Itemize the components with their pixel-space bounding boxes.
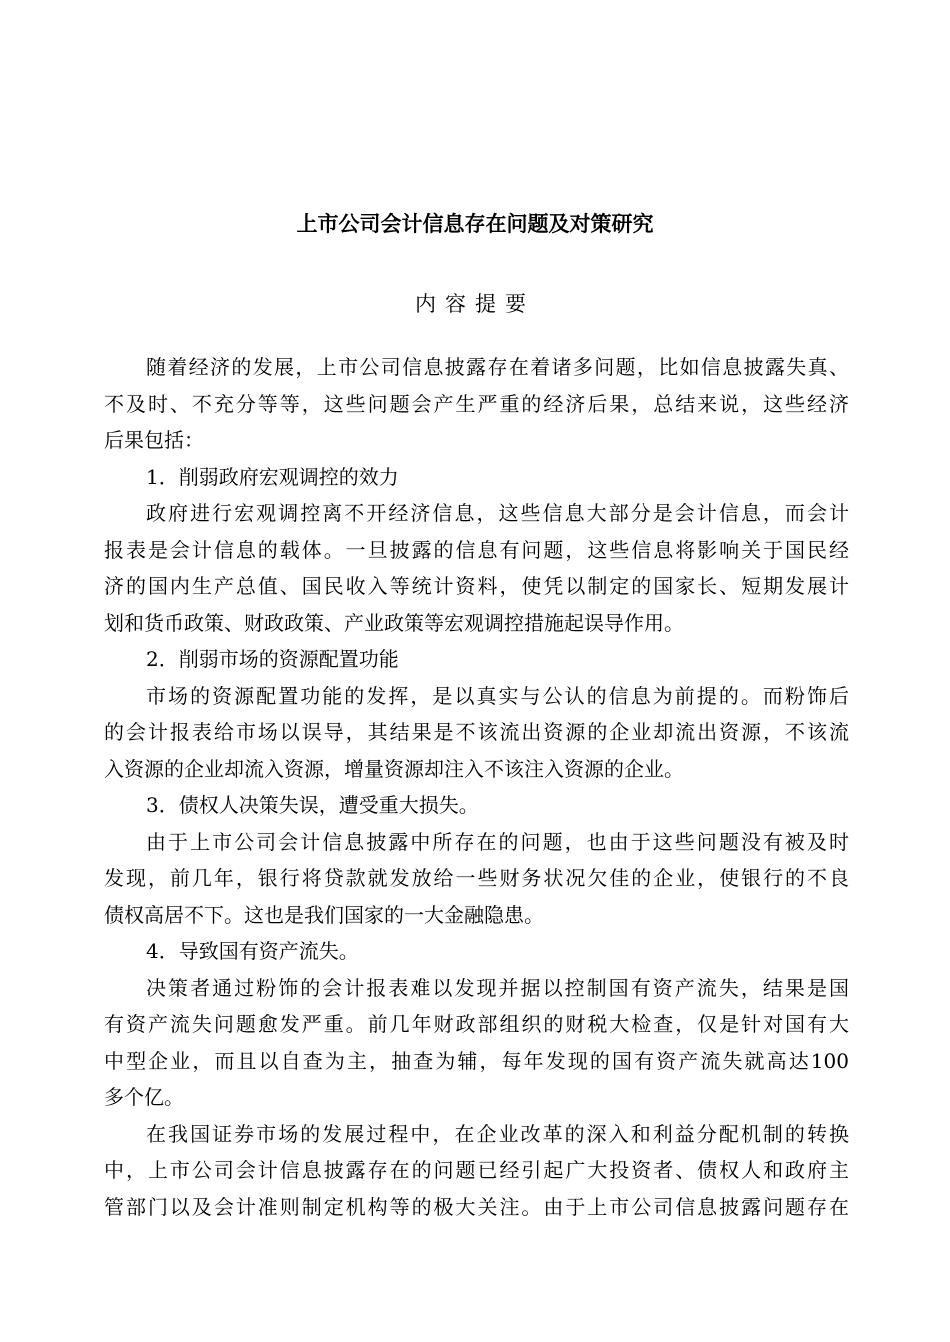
section-heading: 4．导致国有资产流失。	[146, 939, 359, 963]
text-line: 在我国证券市场的发展过程中，在企业改革的深入和利益分配机制的转换	[146, 1121, 849, 1146]
text-line: 划和货币政策、财政政策、产业政策等宏观调控措施起误导作用。	[104, 610, 684, 635]
text-line: 报表是会计信息的载体。一旦披露的信息有问题，这些信息将影响关于国民经	[104, 537, 849, 562]
abstract-heading: 内容提要	[415, 292, 535, 316]
text-line: 决策者通过粉饰的会计报表难以发现并据以控制国有资产流失，结果是国	[146, 975, 849, 1000]
text-line: 债权高居不下。这也是我们国家的一大金融隐患。	[104, 902, 544, 927]
text-line: 市场的资源配置功能的发挥，是以真实与公认的信息为前提的。而粉饰后	[146, 683, 849, 708]
text-line: 的会计报表给市场以误导，其结果是不该流出资源的企业却流出资源，不该流	[104, 720, 849, 744]
text-line: 有资产流失问题愈发严重。前几年财政部组织的财税大检查，仅是针对国有大	[104, 1012, 849, 1036]
text-line: 中，上市公司会计信息披露存在的问题已经引起广大投资者、债权人和政府主	[104, 1158, 849, 1182]
text-line: 政府进行宏观调控离不开经济信息，这些信息大部分是会计信息，而会计	[146, 501, 849, 525]
section-heading: 2．削弱市场的资源配置功能	[146, 647, 399, 671]
text-line: 不及时、不充分等等，这些问题会产生严重的经济后果，总结来说，这些经济	[104, 391, 849, 416]
text-line: 后果包括：	[104, 428, 204, 452]
section-heading: 1．削弱政府宏观调控的效力	[146, 464, 399, 489]
text-line: 随着经济的发展，上市公司信息披露存在着诸多问题，比如信息披露失真、	[146, 355, 849, 379]
section-heading: 3．债权人决策失误，遭受重大损失。	[146, 793, 479, 817]
document-title: 上市公司会计信息存在问题及对策研究	[296, 212, 654, 236]
text-line: 多个亿。	[104, 1085, 184, 1109]
text-line: 管部门以及会计准则制定机构等的极大关注。由于上市公司信息披露问题存在	[104, 1194, 849, 1219]
text-line: 中型企业，而且以自查为主，抽查为辅，每年发现的国有资产流失就高达100	[104, 1048, 849, 1073]
text-line: 济的国内生产总值、国民收入等统计资料，使凭以制定的国家长、短期发展计	[104, 574, 849, 598]
text-line: 发现，前几年，银行将贷款就发放给一些财务状况欠佳的企业，使银行的不良	[104, 866, 849, 890]
text-line: 由于上市公司会计信息披露中所存在的问题，也由于这些问题没有被及时	[146, 829, 849, 854]
text-line: 入资源的企业却流入资源，增量资源却注入不该注入资源的企业。	[104, 756, 684, 781]
abstract-body	[104, 349, 849, 1225]
